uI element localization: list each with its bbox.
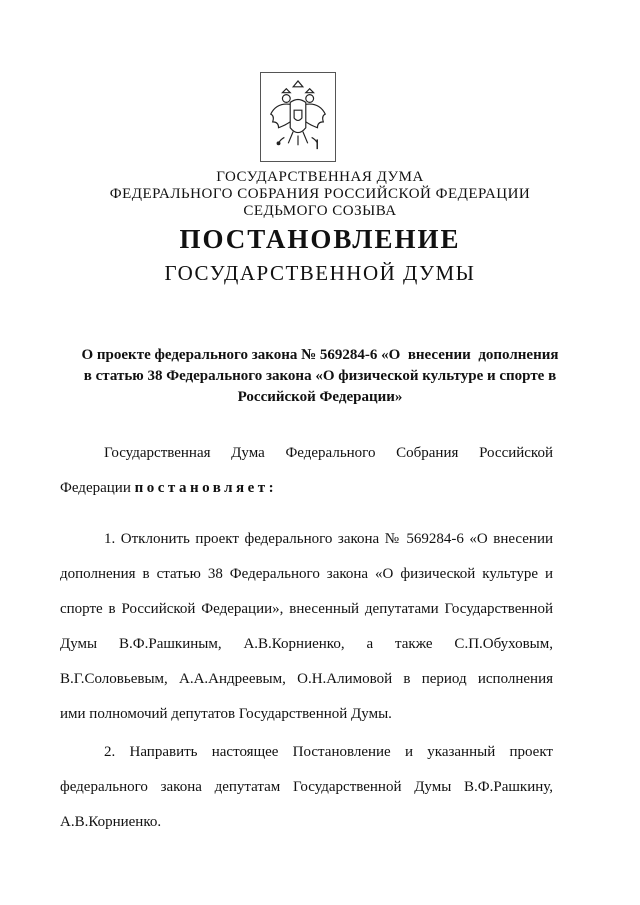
document-title: ПОСТАНОВЛЕНИЕ: [179, 224, 461, 254]
subject-line-2: в статью 38 Федерального закона «О физической культуре и спорте в: [83, 368, 557, 384]
item-2-line-1: 2. Направить настоящее Постановление и указанный проект: [104, 744, 553, 760]
preamble-paragraph: [60, 436, 553, 506]
coat-of-arms-emblem: [260, 72, 336, 162]
preamble-text: Федерации: [60, 480, 135, 496]
item-1-line-1: 1. Отклонить проект федерального закона № 569284-6 «О внесении: [104, 531, 553, 547]
item-2-paragraph: [60, 735, 553, 840]
item-1-line-2: дополнения в статью 38 Федерального закона «О физической культуре и: [60, 566, 553, 582]
item-1-paragraph: [60, 522, 553, 732]
resolves-word: постановляет:: [134, 480, 278, 496]
resolution-subject: [60, 345, 580, 408]
header-line-3: СЕДЬМОГО СОЗЫВА: [243, 203, 397, 219]
double-headed-eagle-icon: [261, 73, 335, 161]
document-subtitle: ГОСУДАРСТВЕННОЙ ДУМЫ: [164, 261, 476, 285]
header-line-1: ГОСУДАРСТВЕННАЯ ДУМА: [216, 169, 424, 185]
subject-line-1: О проекте федерального закона № 569284-6 «О внесении дополнения: [81, 347, 559, 363]
subject-line-3: Российской Федерации»: [237, 389, 403, 405]
item-2-line-2: федерального закона депутатам Государственной Думы В.Ф.Рашкину,: [60, 779, 553, 795]
item-1-line-3: спорте в Российской Федерации», внесенный депутатами Государственной: [60, 601, 553, 617]
item-2-line-3: А.В.Корниенко.: [60, 814, 162, 830]
preamble-line-2: [60, 471, 553, 506]
preamble-line-1: Государственная Дума Федерального Собрания Российской: [104, 445, 553, 461]
item-1-line-6: ими полномочий депутатов Государственной Думы.: [60, 706, 392, 722]
item-1-line-5: В.Г.Соловьевым, А.А.Андреевым, О.Н.Алимовой в период исполнения: [60, 671, 553, 687]
item-1-line-4: Думы В.Ф.Рашкиным, А.В.Корниенко, а также С.П.Обуховым,: [60, 636, 553, 652]
header-line-2: ФЕДЕРАЛЬНОГО СОБРАНИЯ РОССИЙСКОЙ ФЕДЕРАЦИИ: [109, 186, 531, 202]
